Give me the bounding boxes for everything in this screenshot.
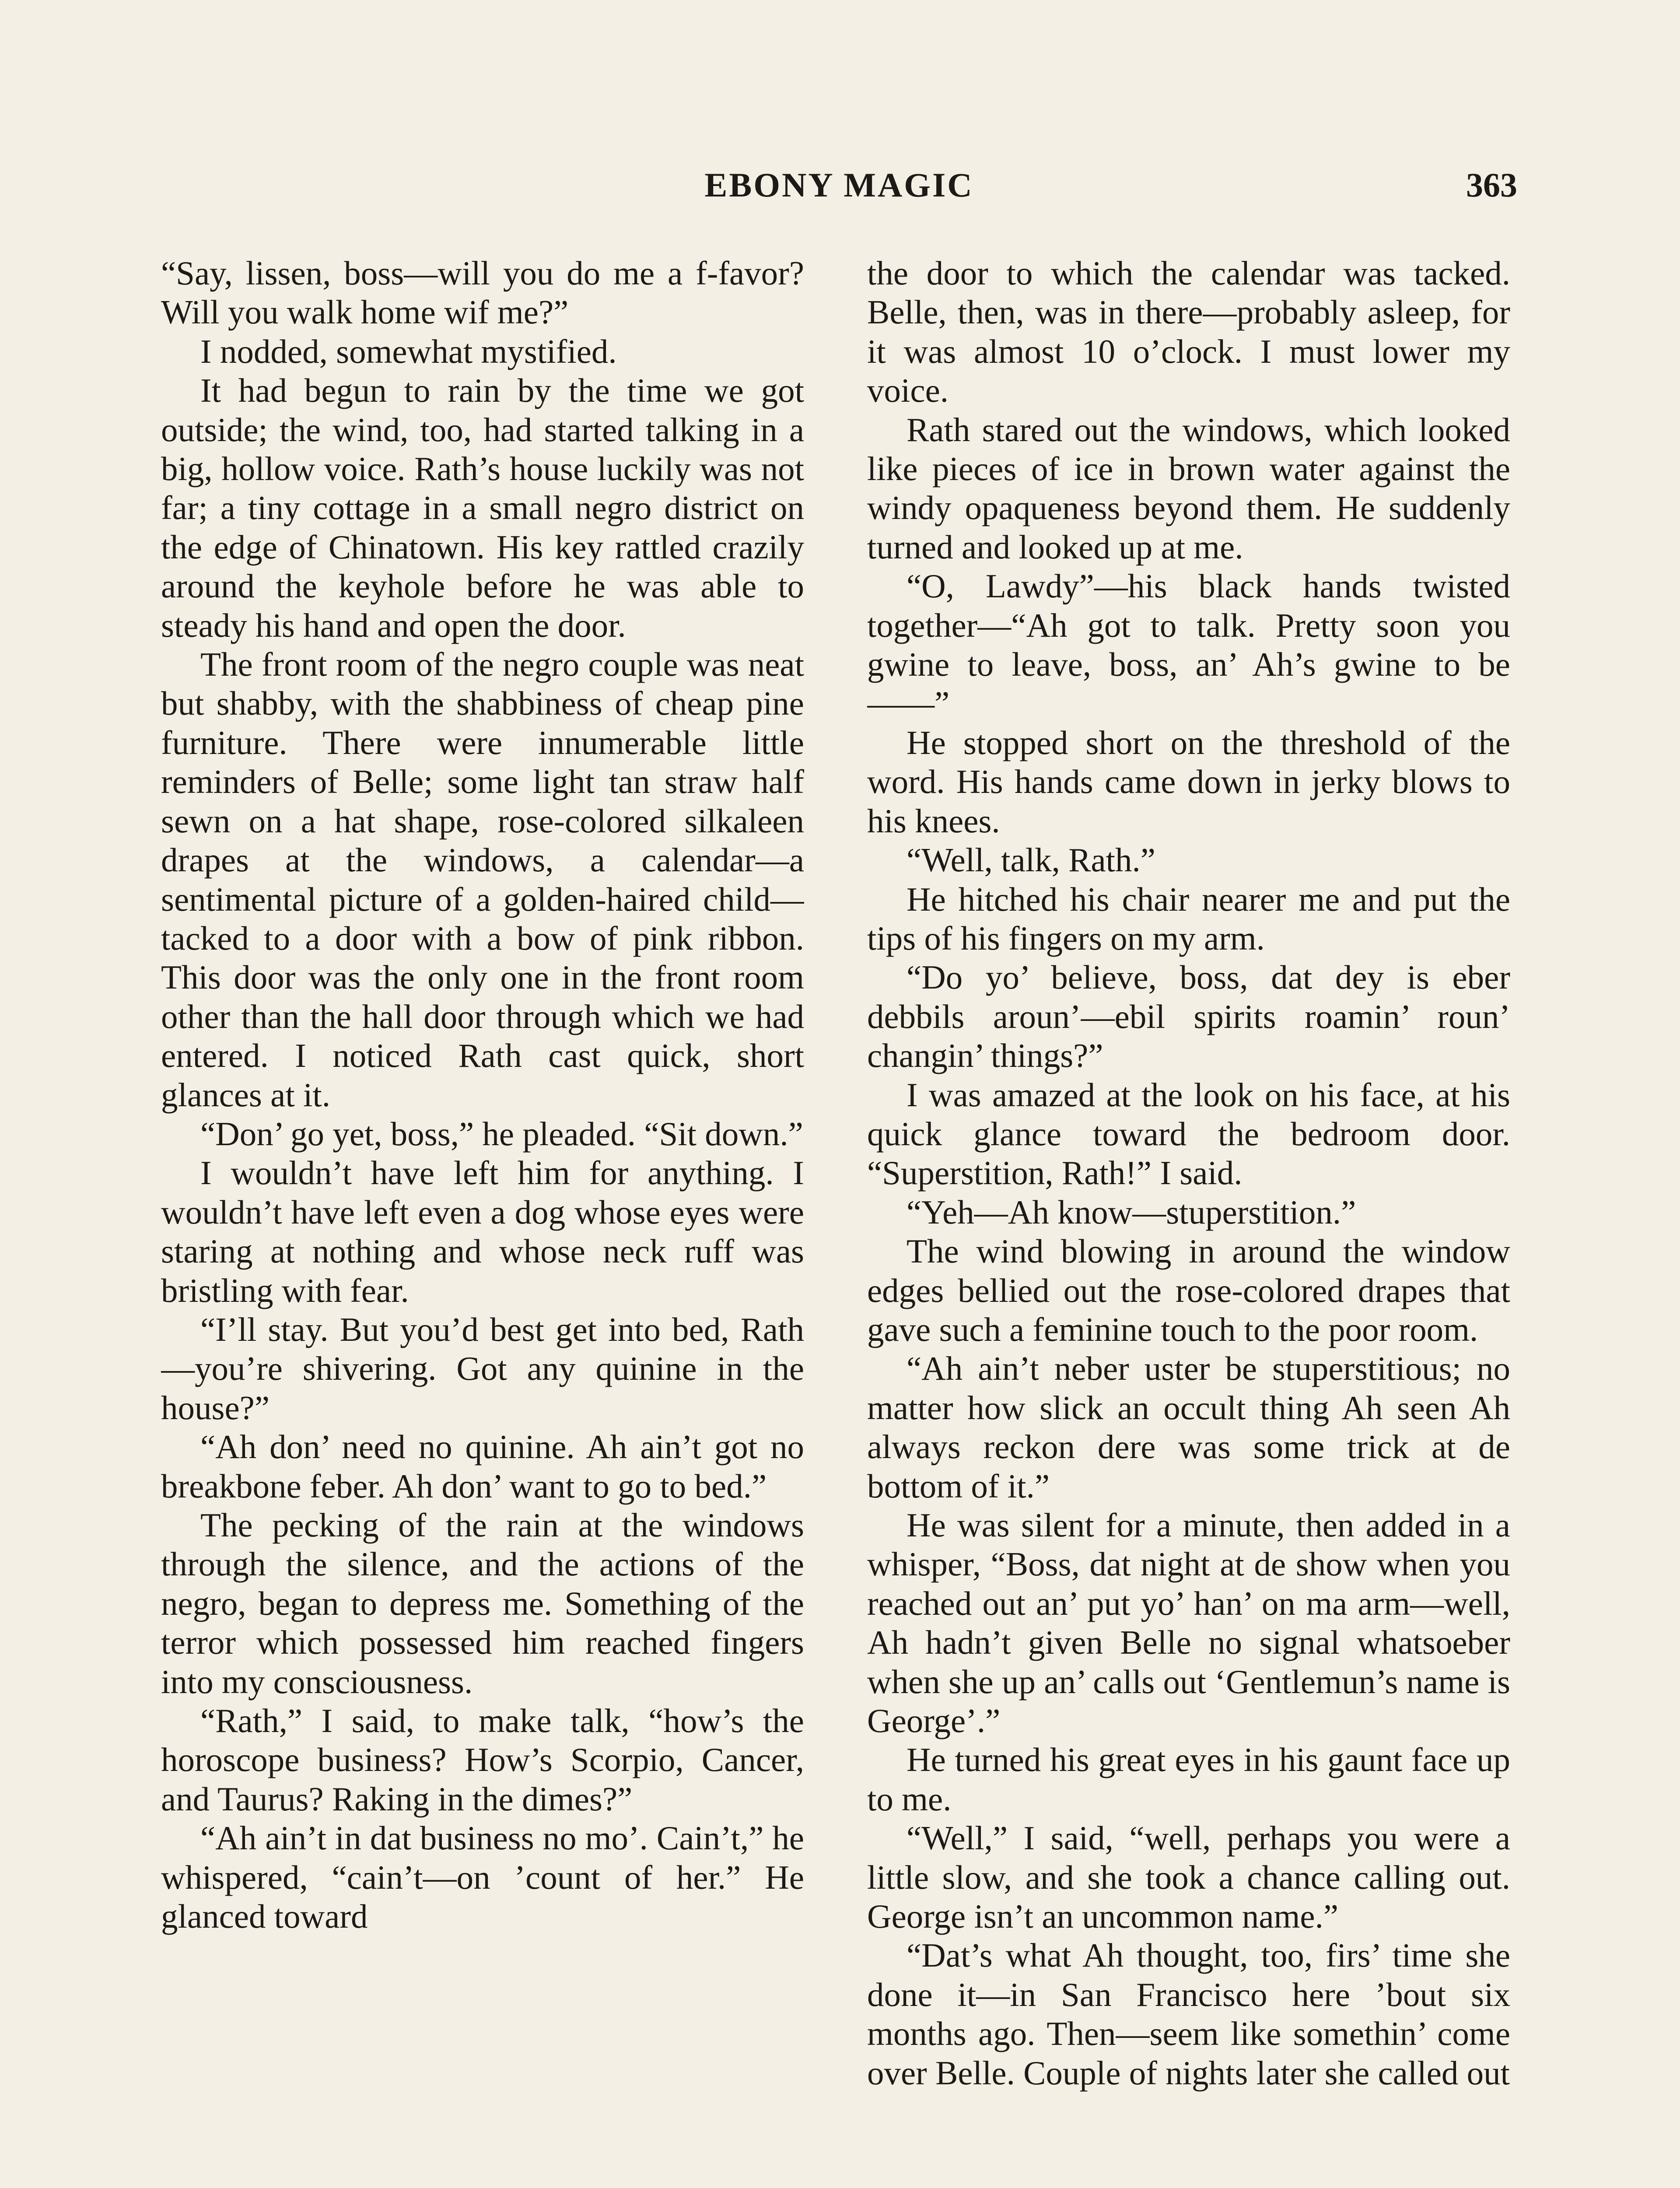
running-header	[161, 165, 1517, 214]
page-number: 363	[1466, 166, 1517, 204]
paragraph: I wouldn’t have left him for anything. I wouldn’t have left even a dog whose eyes were staring at nothing and whose neck ruff was bristling with fear.	[161, 1154, 804, 1309]
paragraph: “O, Lawdy”—his black hands twisted together—“Ah got to talk. Pretty soon you gwine to leave, boss, an’ Ah’s gwine to be——”	[867, 567, 1510, 722]
paragraph: He was silent for a minute, then added in a whisper, “Boss, dat night at de show when you reached out an’ put yo’ han’ on ma arm—well, Ah hadn’t given Belle no signal whatsoeber when she up an’ calls out ‘Gentlemun’s name is George’.”	[867, 1506, 1510, 1740]
paragraph: the door to which the calendar was tacked. Belle, then, was in there—probably asleep, for it was almost 10 o’clock. I must lower my voice.	[867, 254, 1510, 410]
running-title: EBONY MAGIC	[704, 166, 974, 204]
paragraph: I nodded, somewhat mystified.	[200, 332, 617, 370]
paragraph: The front room of the negro couple was neat but shabby, with the shabbiness of cheap pine furniture. There were innumerable little reminders of Belle; some light tan straw half sewn on a hat shape, rose-colored silkaleen drapes at the windows, a calendar—a sentimental picture of a golden-haired child—tacked to a door with a bow of pink ribbon. This door was the only one in the front room other than the hall door through which we had entered. I noticed Rath cast quick, short glances at it.	[161, 645, 804, 1114]
paragraph: “Rath,” I said, to make talk, “how’s the horoscope business? How’s Scorpio, Cancer, and Taurus? Raking in the dimes?”	[161, 1702, 804, 1818]
paragraph: “Dat’s what Ah thought, too, firs’ time she done it—in San Francisco here ’bout six months ago. Then—seem like somethin’ come over Belle. Couple of nights later she called out	[867, 1936, 1510, 2092]
paragraph: “Well,” I said, “well, perhaps you were a little slow, and she took a chance calling out. George isn’t an uncommon name.”	[867, 1819, 1510, 1936]
paragraph: “Ah don’ need no quinine. Ah ain’t got no breakbone feber. Ah don’ want to go to bed.”	[161, 1428, 804, 1505]
paragraph: “Do yo’ believe, boss, dat dey is eber debbils aroun’—ebil spirits roamin’ roun’ changin’ things?”	[867, 958, 1510, 1075]
paragraph: “Yeh—Ah know—stuperstition.”	[906, 1193, 1356, 1231]
paragraph: “Don’ go yet, boss,” he pleaded. “Sit down.”	[200, 1115, 803, 1153]
paragraph: “Ah ain’t neber uster be stuperstitious; no matter how slick an occult thing Ah seen Ah always reckon dere was some trick at de bottom of it.”	[867, 1350, 1510, 1505]
paragraph: The wind blowing in around the window edges bellied out the rose-colored drapes that gave such a feminine touch to the poor room.	[867, 1232, 1510, 1348]
paragraph: It had begun to rain by the time we got outside; the wind, too, had started talking in a big, hollow voice. Rath’s house luckily was not far; a tiny cottage in a small negro district on the edge of Chinatown. His key rattled crazily around the keyhole before he was able to steady his hand and open the door.	[161, 372, 804, 644]
paragraph: The pecking of the rain at the windows through the silence, and the actions of the negro, began to depress me. Something of the terror which possessed him reached fingers into my consciousness.	[161, 1506, 804, 1701]
right-column	[867, 254, 1510, 2188]
paragraph: I was amazed at the look on his face, at his quick glance toward the bedroom door. “Superstition, Rath!” I said.	[867, 1076, 1510, 1192]
paragraph: “Say, lissen, boss—will you do me a f-favor? Will you walk home wif me?”	[161, 254, 804, 331]
paragraph: Rath stared out the windows, which looked like pieces of ice in brown water against the windy opaqueness beyond them. He suddenly turned and looked up at me.	[867, 410, 1510, 566]
left-column	[161, 254, 804, 2188]
paragraph: “I’ll stay. But you’d best get into bed, Rath—you’re shivering. Got any quinine in the house?”	[161, 1310, 804, 1427]
paragraph: “Ah ain’t in dat business no mo’. Cain’t,” he whispered, “cain’t—on ’count of her.” He glanced toward	[161, 1819, 804, 1936]
paragraph: “Well, talk, Rath.”	[906, 841, 1155, 879]
paragraph: He stopped short on the threshold of the word. His hands came down in jerky blows to his knees.	[867, 723, 1510, 840]
paragraph: He hitched his chair nearer me and put the tips of his fingers on my arm.	[867, 880, 1510, 957]
paragraph: He turned his great eyes in his gaunt face up to me.	[867, 1741, 1510, 1818]
